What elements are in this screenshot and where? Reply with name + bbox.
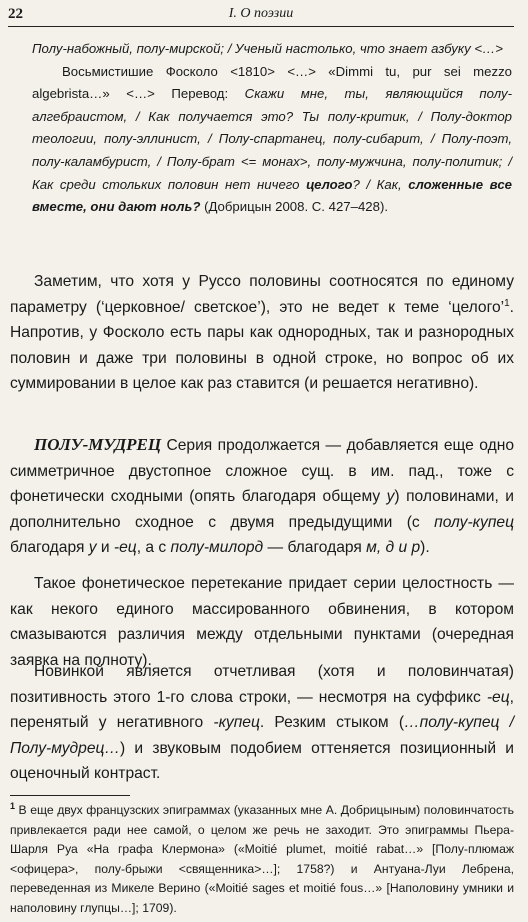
para3-text: Такое фонетическое перетекание придает серии целостность — как некого единого массированного обвинения, в котором смазываются различия между отдельными пунктами (очередная заявка на полноту). — [10, 575, 514, 669]
footnote-ref[interactable]: 1 — [504, 297, 510, 309]
para4-text-a: Новинкой является отчетливая (хотя и половинчатая) позитивность этого 1-го слова строки, — несмотря на суффикс — [10, 663, 514, 706]
para2-text-c: благодаря — [10, 539, 89, 557]
footnote — [10, 801, 514, 919]
footnote-divider — [10, 795, 130, 796]
para4-suffix-ec: -ец — [486, 688, 510, 706]
quotation-block — [32, 38, 512, 219]
paragraph-4 — [10, 659, 514, 787]
para2-text-e: , а с — [136, 539, 171, 557]
para2-text-d: и — [96, 539, 114, 557]
page-number: 22 — [8, 6, 23, 22]
footnote-text: В еще двух французских эпиграммах (указанных мне А. Добрицыным) половинчатость привлекается ради нее самой, о целом же речь не заходит. Это эпиграммы Пьера-Шарля Руа «На графа Клермона» («Moitié plumet, moitié rabat…» [Полу-плюмаж <офицера>, полу-брыжи <священника>…]; 1758?) и Антуана-Луи Лебрена, переведенная из Микеле Верино («Moitié sages et moitié fous…» [Наполовину умники и наполовину глупцы…]; 1709). — [10, 803, 514, 915]
footnote-mark: 1 — [10, 800, 16, 811]
quote-translation-cont: ? / Как, — [352, 176, 409, 192]
paragraph-2 — [10, 432, 514, 561]
quote-line-1: Полу-набожный, полу-мирской; / Ученый настолько, что знает азбуку <…> — [32, 41, 503, 56]
para4-text-d: ) и звуковым подобием оттеняется позиционный и оценочный контраст. — [10, 739, 514, 783]
para2-letters: м, д и р — [366, 539, 421, 557]
running-header — [8, 4, 514, 27]
para1-text-a: Заметим, что хотя у Руссо половины соотносятся по единому параметру (‘церковное/ светское’), это не ведет к теме ‘целого’ — [10, 273, 514, 316]
para2-term-milord: полу-милорд — [170, 539, 264, 557]
para2-u1: у — [386, 488, 395, 506]
section-term: ПОЛУ-МУДРЕЦ — [34, 435, 162, 454]
quote-citation: (Добрицын 2008. С. 427–428). — [200, 199, 389, 215]
quote-source: Восьмистишие Фосколо <1810> <…> «Dimmi tu, pur sei mezzo algebrista…» <…> Перевод: — [32, 63, 512, 102]
para4-text-c: . Резким стыком ( — [259, 714, 405, 732]
quote-emph-whole: целого — [306, 176, 353, 192]
para2-text-b: ) половинами, и дополнительно сходное с двумя предыдущими (с — [10, 488, 514, 531]
quote-translation: Скажи мне, ты, являющийся полу-алгебраистом, / Как получается это? Ты полу-критик, / Полу-доктор теологии, полу-эллинист, / Полу-спартанец, полу-сибарит, / Полу-поэт, полу-каламбурист, / Полу-брат <= монах>, полу-мужчина, полу-политик; / Как среди стольких половин нет ничего — [32, 86, 512, 192]
para2-text-a: Серия продолжается — добавляется еще одно симметричное двустопное сложное сущ. в им. пад., тоже с фонетически сходными (опять благодаря общему — [10, 437, 514, 506]
para4-suffix-kupec: -купец — [213, 714, 260, 732]
para2-text-g: ). — [420, 539, 430, 557]
quote-emph-zero: сложенные все вместе, они дают ноль? — [32, 176, 512, 215]
para1-text-b: . Напротив, у Фосколо есть пары как однородных, так и разнородных половин и даже три половины в одной строке, но вопрос об их суммировании в целое как раз ставится (и решается негативно). — [10, 298, 514, 393]
para4-junction: …полу-купец / Полу-мудрец… — [10, 714, 514, 757]
para2-term-kupec: полу-купец — [434, 513, 514, 531]
running-title: I. О поэзии — [228, 6, 294, 21]
para4-text-b: , перенятый у негативного — [10, 688, 514, 732]
quote-paragraph-2 — [32, 61, 512, 219]
para2-text-f: — благодаря — [263, 539, 367, 557]
para2-suffix-ec: -ец — [113, 539, 137, 557]
paragraph-1 — [10, 269, 514, 397]
para2-u2: у — [88, 539, 97, 557]
